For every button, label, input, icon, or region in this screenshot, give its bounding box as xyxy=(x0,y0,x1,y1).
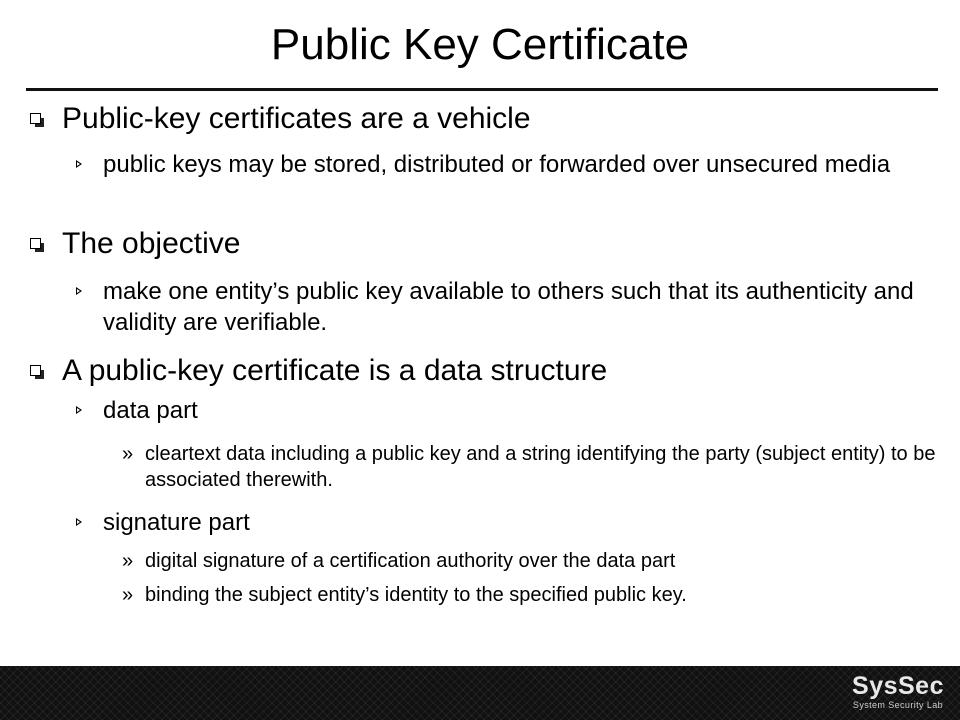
bullet-text: The objective xyxy=(62,227,241,260)
sub-sub-bullet-text: digital signature of a certification authority over the data part xyxy=(145,550,676,572)
square-bullet-icon xyxy=(30,113,41,124)
sub-bullet-text: make one entity’s public key available to others such that its authenticity and validity are verifiable. xyxy=(103,278,914,336)
bullet-text: A public-key certificate is a data structure xyxy=(62,354,608,387)
sub-bullet-text: data part xyxy=(103,397,198,424)
double-angle-marker: » xyxy=(122,584,134,606)
sub-sub-bullet-text: binding the subject entity’s identity to the specified public key. xyxy=(145,584,687,606)
triangle-bullet-icon xyxy=(76,287,82,295)
bullet-text: Public-key certificates are a vehicle xyxy=(62,102,531,135)
triangle-bullet-icon xyxy=(76,160,82,168)
footer-bar xyxy=(0,666,960,720)
title-divider xyxy=(26,88,938,91)
sub-bullet-text: signature part xyxy=(103,509,250,536)
logo-tagline: System Security Lab xyxy=(852,700,944,710)
triangle-bullet-icon xyxy=(76,518,82,526)
logo-wordmark: SysSec xyxy=(852,672,944,700)
slide-title: Public Key Certificate xyxy=(270,20,690,69)
syssec-logo xyxy=(850,672,946,711)
square-bullet-icon xyxy=(30,238,41,249)
sub-bullet-text: public keys may be stored, distributed or forwarded over unsecured media xyxy=(103,151,891,178)
double-angle-marker: » xyxy=(122,443,134,465)
triangle-bullet-icon xyxy=(76,406,82,414)
square-bullet-icon xyxy=(30,365,41,376)
sub-sub-bullet-text: cleartext data including a public key and a string identifying the party (subject entity) to be associated therewith. xyxy=(145,443,936,491)
double-angle-marker: » xyxy=(122,550,134,572)
